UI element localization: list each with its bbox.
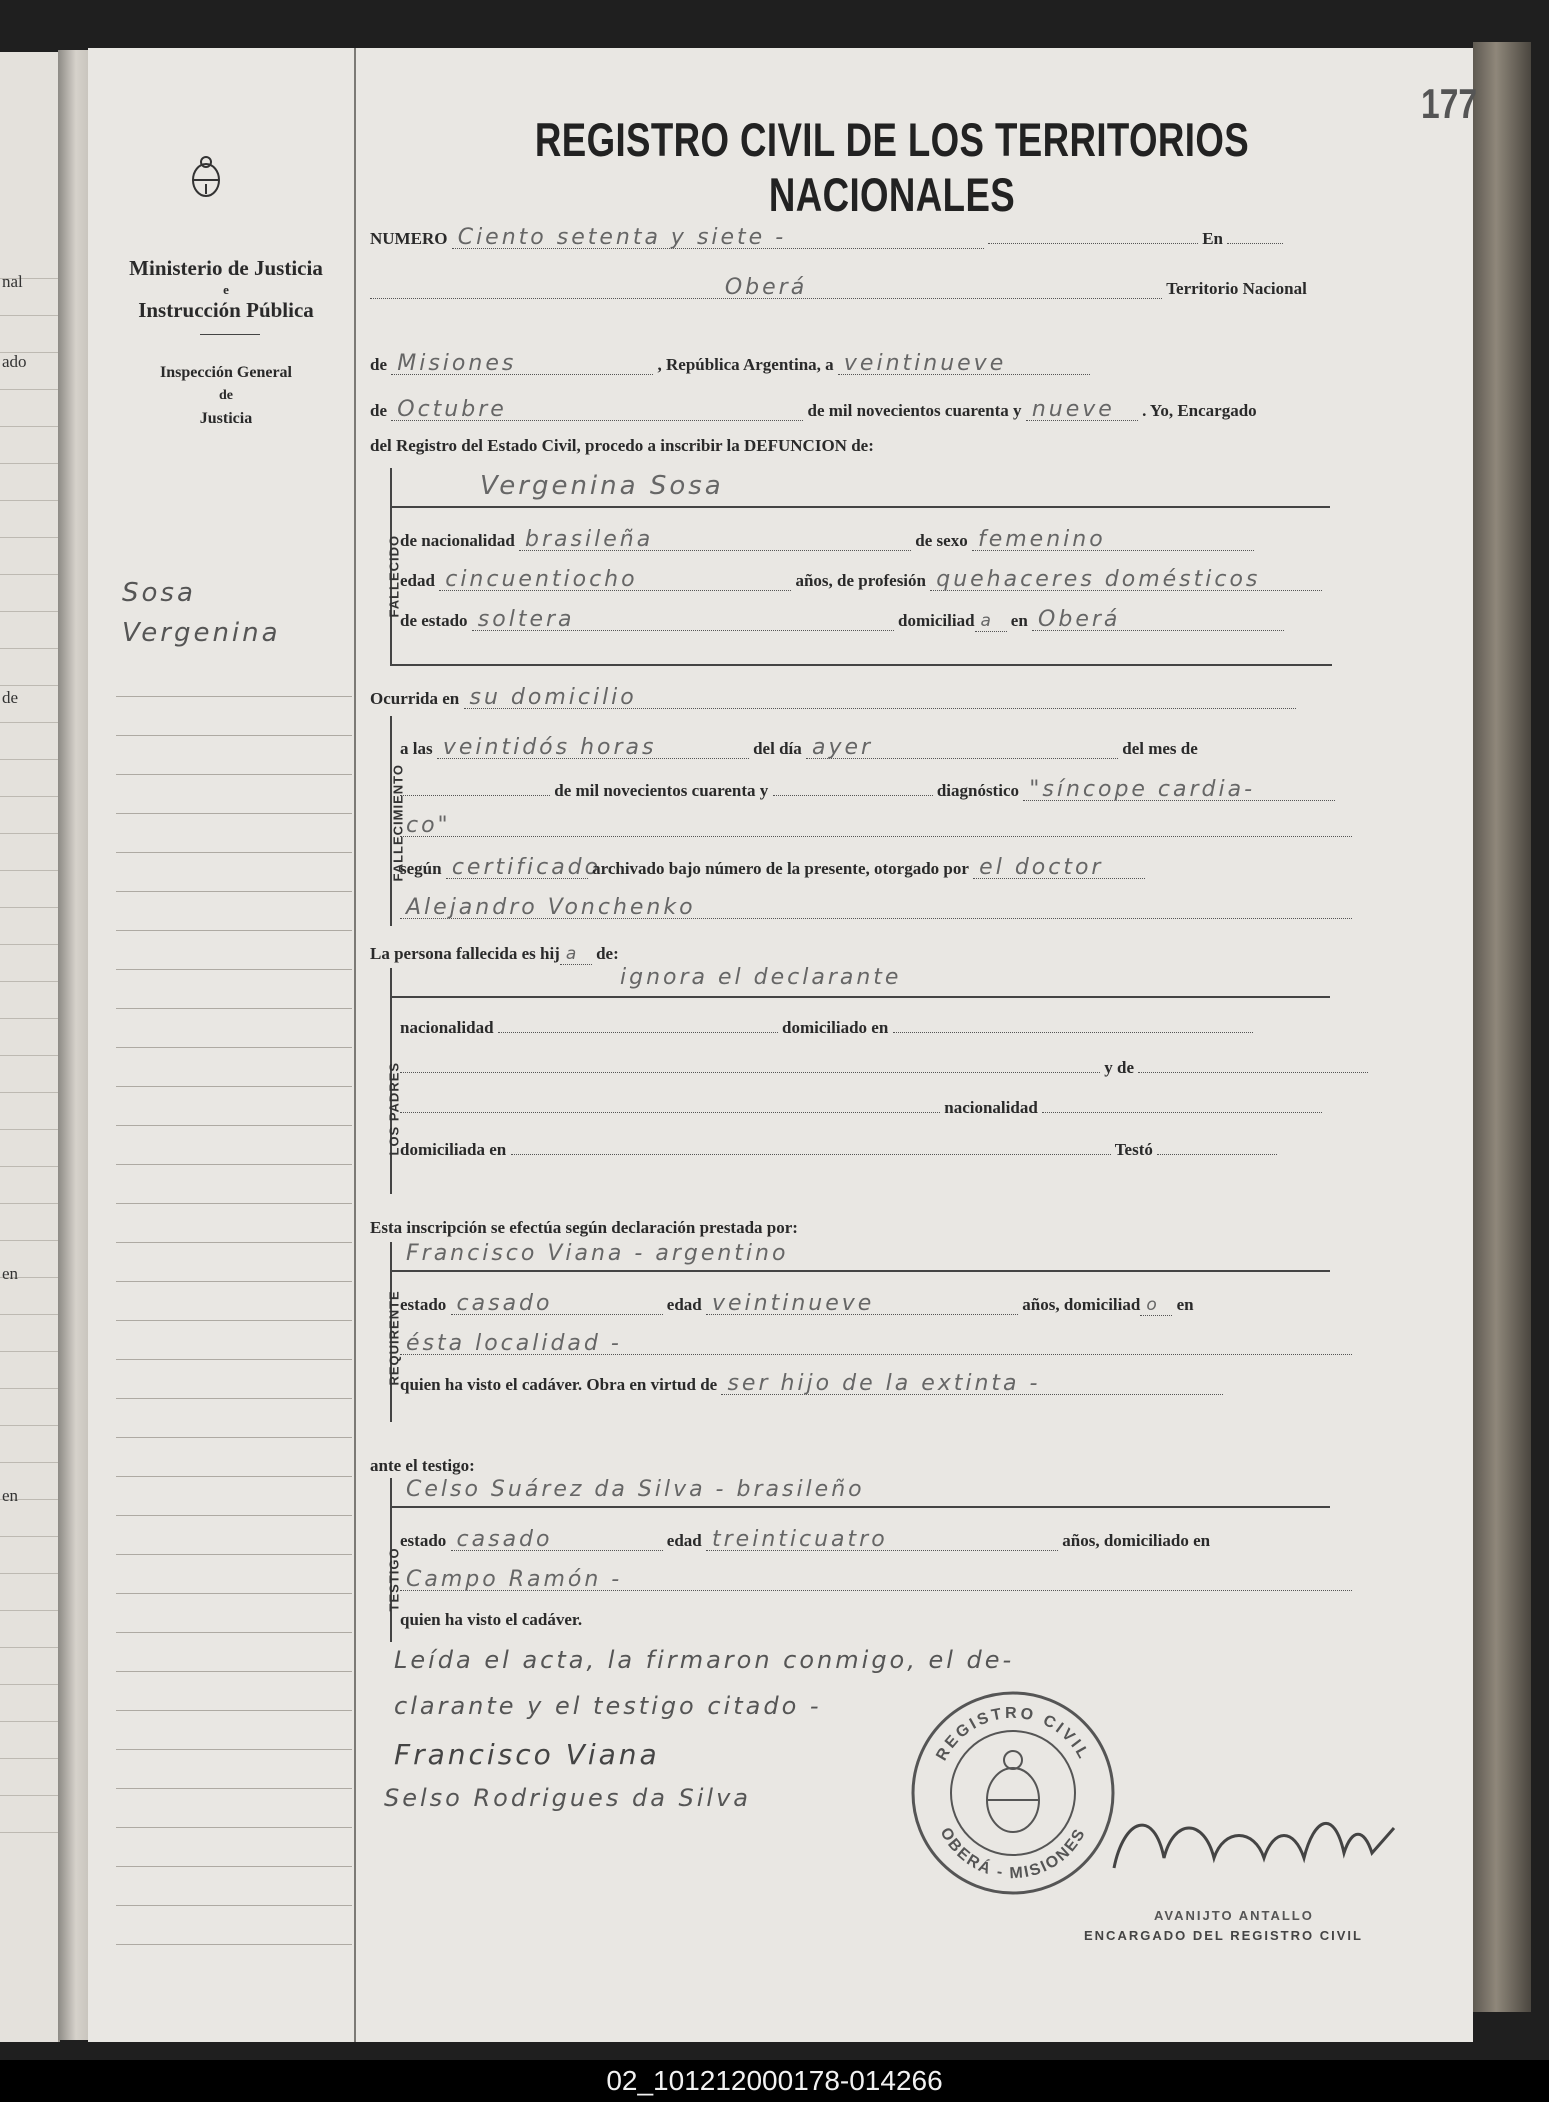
fallecido-estado-row (400, 607, 1284, 632)
testo-label: Testó (1114, 1140, 1153, 1159)
testigo-section-label: TESTIGO (386, 1547, 402, 1612)
testigo-estado-label: estado (400, 1531, 447, 1550)
fallecimiento-hora-row (400, 735, 1198, 760)
fallecido-name-row (474, 471, 730, 501)
requirente-estado-row (400, 1291, 1194, 1316)
de-label: de (370, 355, 387, 374)
profesion-label: años, de profesión (795, 571, 926, 590)
nacionalidad-label: de nacionalidad (400, 531, 515, 550)
padres-nacionalidad2-row (400, 1098, 1322, 1118)
testigo-domiciliado-label: años, domiciliado en (1062, 1531, 1211, 1550)
fallecido-edad-row (400, 567, 1322, 592)
page-number: 177 (1421, 80, 1478, 127)
testigo-name: Celso Suárez da Silva - brasileño (406, 1477, 865, 1502)
padres-value-row (614, 965, 907, 990)
testigo-domicilio-row (400, 1567, 1352, 1592)
fallecimiento-doctor-row (400, 895, 1352, 920)
closing-line-1: Leída el acta, la firmaron conmigo, el de- (394, 1646, 1015, 1674)
testigo-visto-row (400, 1610, 582, 1630)
testigo-edad-label: edad (666, 1531, 702, 1550)
requirente-localidad-row (400, 1331, 1352, 1356)
de2-label: de (370, 401, 387, 420)
svg-text:REGISTRO CIVIL (933, 1705, 1093, 1764)
requirente-en-label: en (1176, 1295, 1194, 1314)
fallecido-name: Vergenina Sosa (480, 471, 724, 501)
seal-text-top: REGISTRO CIVIL (933, 1704, 1093, 1764)
fallecimiento-certificado-row (400, 855, 1145, 880)
registro-row (370, 436, 874, 456)
dia-value: ayer (806, 738, 1118, 759)
margin-rule (200, 334, 260, 335)
requirente-edad-value: veintinueve (706, 1294, 1018, 1315)
a-las-label: a las (400, 739, 433, 758)
doctor-value: el doctor (973, 858, 1145, 879)
testigo-domicilio-value: Campo Ramón - (400, 1570, 1352, 1591)
inspection-line-1: Inspección General (160, 364, 292, 381)
numero-label: NUMERO (370, 229, 448, 248)
fallecimiento-year-row (400, 777, 1335, 802)
book-binding (1473, 42, 1531, 2012)
profesion-value: quehaceres domésticos (930, 570, 1322, 591)
ocurrida-label: Ocurrida en (370, 689, 460, 708)
left-page-word: en (2, 1264, 19, 1283)
register-page (88, 48, 1478, 2042)
testigo-intro-label: ante el testigo: (370, 1456, 475, 1475)
left-page-word: en (2, 1486, 19, 1505)
fallecido-section-label: FALLECIDO (386, 534, 402, 618)
page-title: REGISTRO CIVIL DE LOS TERRITORIOS NACIONALES (534, 113, 1250, 221)
diagnostico-value: "síncope cardia- (1023, 780, 1335, 801)
edad-value: cincuentiocho (439, 570, 791, 591)
requirente-name-line (390, 1270, 1330, 1272)
margin-column (88, 48, 356, 2042)
padres-domiciliado-label: domiciliado en (782, 1018, 889, 1037)
argentina-coat-of-arms-icon (188, 154, 224, 198)
margin-ruled-lines (116, 658, 352, 1958)
requirente-name-row (400, 1241, 794, 1266)
padres-y-de-row (400, 1058, 1368, 1078)
ministry-line-2: e (223, 282, 229, 297)
padres-intro-suffix: a (560, 944, 592, 965)
testigo-name-line (390, 1506, 1330, 1508)
domiciliado-suffix: a (975, 611, 1007, 632)
left-page-word: de (2, 688, 19, 707)
left-page-word: ado (2, 352, 27, 371)
diagnostico-cont: co" (400, 816, 1352, 837)
registrar-signature-icon (1094, 1798, 1424, 1888)
fallecido-nacionalidad-row (400, 527, 1254, 552)
declarant-signature: Francisco Viana (394, 1738, 660, 1771)
inspection-line-2: de (219, 388, 233, 403)
image-id-footer: 02_101212000178-014266 (0, 2060, 1549, 2102)
republica-label: , República Argentina, a (657, 355, 834, 374)
requirente-estado-value: casado (451, 1294, 663, 1315)
numero-value: Ciento setenta y siete - (452, 228, 984, 249)
month-value: Octubre (391, 400, 803, 421)
testigo-intro-row (370, 1456, 475, 1476)
witness-signature: Selso Rodrigues da Silva (384, 1784, 752, 1812)
padres-intro-end: de: (596, 944, 619, 963)
left-page-lines (0, 242, 58, 1842)
padres-domiciliada-row (400, 1140, 1277, 1160)
padres-domiciliada-label: domiciliada en (400, 1140, 507, 1159)
requirente-domiciliado-suffix: o (1140, 1295, 1172, 1316)
testigo-estado-row (400, 1527, 1211, 1552)
y-de-label: y de (1104, 1058, 1134, 1077)
requirente-visto-row (400, 1371, 1223, 1396)
mil-label: de mil novecientos cuarenta y (554, 781, 769, 800)
testigo-visto-label: quien ha visto el cadáver. (400, 1610, 583, 1629)
registrar-caption: ENCARGADO DEL REGISTRO CIVIL (1084, 1928, 1363, 1943)
requirente-localidad-value: ésta localidad - (400, 1334, 1352, 1355)
left-facing-page (0, 52, 60, 2042)
requirente-domiciliado-label: años, domiciliad (1022, 1295, 1141, 1314)
domiciliado-label: domiciliad (898, 611, 975, 630)
requirente-edad-label: edad (666, 1295, 702, 1314)
en-label: en (1010, 611, 1028, 630)
testigo-estado-value: casado (451, 1530, 663, 1551)
testigo-name-row (400, 1477, 871, 1502)
fallecido-name-line (390, 506, 1330, 508)
svg-text:OBERÁ - MISIONES (936, 1825, 1089, 1882)
registrar-name: AVANIJTO ANTALLO (1154, 1908, 1314, 1923)
place-row (370, 275, 1307, 300)
padres-bracket (390, 965, 1332, 1194)
padres-nacionalidad-label: nacionalidad (400, 1018, 494, 1037)
seal-text-bottom: OBERÁ - MISIONES (936, 1824, 1090, 1883)
inspection-line-3: Justicia (199, 410, 253, 427)
certificado-value: certificado (446, 858, 588, 879)
domicilio-value: Oberá (1032, 610, 1284, 631)
ministry-line-3: Instrucción Pública (138, 298, 314, 322)
sexo-value: femenino (972, 530, 1254, 551)
requirente-visto-label: quien ha visto el cadáver. Obra en virtud de (400, 1375, 718, 1394)
ocurrida-value: su domicilio (464, 688, 1296, 709)
estado-label: de estado (400, 611, 468, 630)
place-value: Oberá (370, 278, 1162, 299)
book-spine (58, 50, 88, 2040)
del-dia-label: del día (753, 739, 802, 758)
mil-label: de mil novecientos cuarenta y (807, 401, 1022, 420)
del-mes-label: del mes de (1122, 739, 1198, 758)
padres-intro-label: La persona fallecida es hij (370, 944, 560, 963)
territory-value: Misiones (391, 354, 653, 375)
margin-given-name: Vergenina (122, 618, 281, 648)
closing-line-2: clarante y el testigo citado - (394, 1692, 822, 1720)
padres-nacionalidad2-label: nacionalidad (944, 1098, 1038, 1117)
territory-row (370, 351, 1090, 376)
sexo-label: de sexo (915, 531, 968, 550)
fallecimiento-section-label: FALLECIMIENTO (390, 764, 406, 882)
diagnostico-label: diagnóstico (936, 781, 1019, 800)
requirente-section-label: REQUIRENTE (386, 1290, 402, 1386)
requirente-virtud-value: ser hijo de la extinta - (721, 1374, 1223, 1395)
padres-nacionalidad-row (400, 1018, 1253, 1038)
day-value: veintinueve (838, 354, 1090, 375)
left-page-word: nal (2, 272, 23, 291)
testigo-edad-value: treinticuatro (706, 1530, 1058, 1551)
padres-intro-row (370, 944, 619, 965)
ocurrida-row (370, 685, 1296, 710)
numero-row (370, 225, 1283, 250)
edad-label: edad (400, 571, 435, 590)
territorio-label: Territorio Nacional (1166, 279, 1307, 298)
padres-section-label: LOS PADRES (386, 1061, 402, 1156)
record-content (354, 48, 1478, 2042)
fallecimiento-diagnostico-cont-row (400, 813, 1352, 838)
hora-value: veintidós horas (437, 738, 749, 759)
registro-label: del Registro del Estado Civil, procedo a inscribir la DEFUNCION de: (370, 436, 874, 455)
requirente-estado-label: estado (400, 1295, 447, 1314)
segun-label: según (400, 859, 442, 878)
doctor-name: Alejandro Vonchenko (400, 898, 1352, 919)
year-value: nueve (1026, 400, 1138, 421)
nacionalidad-value: brasileña (519, 530, 911, 551)
requirente-intro-row (370, 1218, 798, 1238)
ministry-line-1: Ministerio de Justicia (129, 256, 323, 280)
en-label: En (1202, 229, 1223, 248)
margin-surname: Sosa (122, 578, 196, 608)
padres-name-line (390, 996, 1330, 998)
month-row (370, 397, 1257, 422)
estado-value: soltera (472, 610, 894, 631)
requirente-name: Francisco Viana - argentino (406, 1241, 789, 1266)
padres-value: ignora el declarante (620, 965, 902, 990)
archivado-label: archivado bajo número de la presente, otorgado por (592, 859, 969, 878)
requirente-intro-label: Esta inscripción se efectúa según declaración prestada por: (370, 1218, 798, 1237)
yo-label: . Yo, Encargado (1142, 401, 1257, 420)
official-seal-icon (908, 1688, 1118, 1898)
